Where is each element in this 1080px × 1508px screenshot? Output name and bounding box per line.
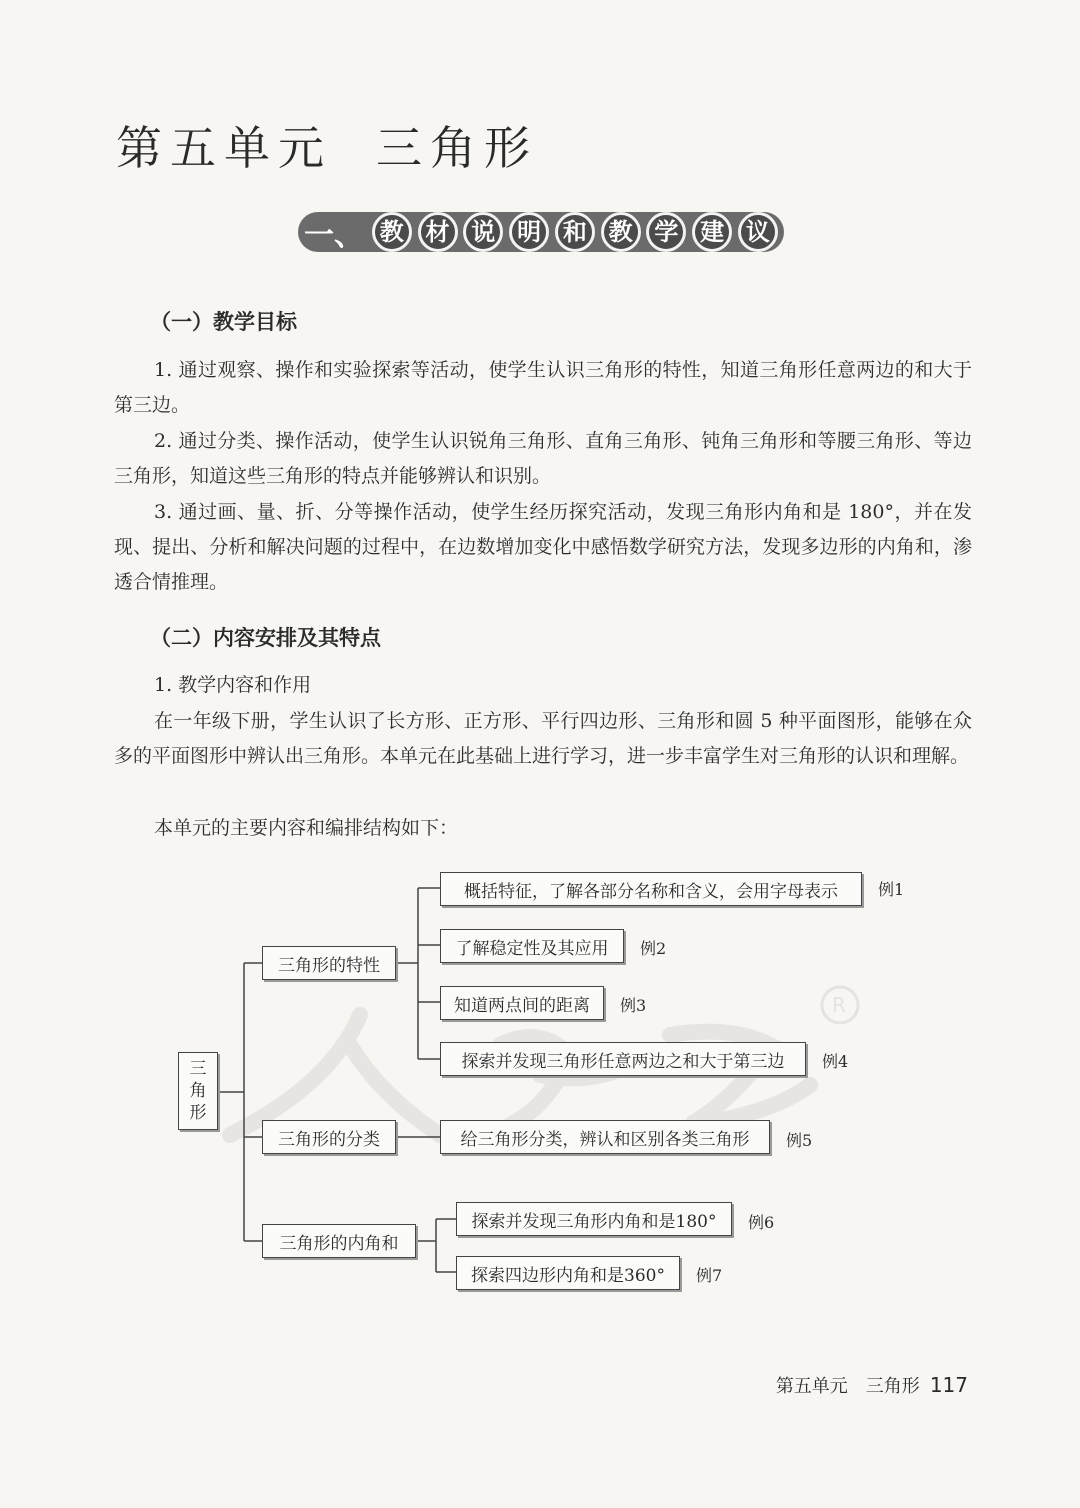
leaf-node: 探索并发现三角形内角和是180°	[456, 1202, 732, 1236]
diagram-root-node	[178, 1052, 218, 1130]
banner-char: 议	[738, 212, 778, 252]
content-paragraph-2: 本单元的主要内容和编排结构如下：	[154, 817, 459, 839]
example-label: 例2	[640, 939, 667, 958]
example-label: 例1	[878, 880, 905, 899]
unit-title-number: 第五单元	[116, 121, 332, 175]
leaf-node: 探索并发现三角形任意两边之和大于第三边	[440, 1042, 806, 1076]
banner-lead: 一、	[304, 218, 364, 253]
heading-content-arrangement: （二）内容安排及其特点	[150, 626, 381, 650]
root-char: 角	[189, 1081, 207, 1101]
banner-char: 学	[646, 212, 686, 252]
example-label: 例4	[822, 1052, 849, 1071]
banner-char: 明	[509, 212, 549, 252]
leaf-node: 了解稳定性及其应用	[440, 929, 624, 963]
svg-text:R: R	[832, 993, 846, 1017]
running-title: 第五单元 三角形	[775, 1376, 920, 1397]
heading-teaching-goals: （一）教学目标	[150, 310, 297, 334]
goal-paragraph-1: 1. 通过观察、操作和实验探索等活动，使学生认识三角形的特性，知道三角形任意两边的和大于第三边。	[114, 359, 972, 416]
example-label: 例6	[748, 1213, 775, 1232]
example-label: 例7	[696, 1266, 723, 1285]
leaf-node: 概括特征，了解各部分名称和含义，会用字母表示	[440, 872, 862, 906]
root-char: 形	[189, 1103, 207, 1123]
leaf-node: 给三角形分类，辨认和区别各类三角形	[440, 1120, 770, 1154]
content-paragraph-1: 在一年级下册，学生认识了长方形、正方形、平行四边形、三角形和圆 5 种平面图形，能够在众多的平面图形中辨认出三角形。本单元在此基础上进行学习，进一步丰富学生对三角形的认识和理解。	[114, 710, 972, 767]
example-label: 例3	[620, 996, 647, 1015]
banner-char: 材	[418, 212, 458, 252]
subheading-content-role: 1. 教学内容和作用	[154, 674, 312, 696]
unit-title-topic: 三角形	[376, 121, 538, 175]
branch-node-interior-angles: 三角形的内角和	[262, 1224, 416, 1258]
page-number: 117	[929, 1373, 968, 1397]
section-banner	[298, 206, 784, 258]
unit-title	[116, 112, 538, 178]
banner-char: 建	[692, 212, 732, 252]
banner-char: 和	[555, 212, 595, 252]
banner-char: 说	[463, 212, 503, 252]
banner-char: 教	[601, 212, 641, 252]
branch-node-properties: 三角形的特性	[262, 946, 396, 980]
branch-node-classification: 三角形的分类	[262, 1120, 396, 1154]
goal-paragraph-3: 3. 通过画、量、折、分等操作活动，使学生经历探究活动，发现三角形内角和是 180°，并在发现、提出、分析和解决问题的过程中，在边数增加变化中感悟数学研究方法，发现多边形的内角和，渗透合情推理。	[114, 501, 972, 593]
leaf-node: 知道两点间的距离	[440, 986, 604, 1020]
banner-char: 教	[372, 212, 412, 252]
root-char: 三	[189, 1059, 207, 1079]
page-footer	[776, 1372, 968, 1398]
example-label: 例5	[786, 1131, 813, 1150]
leaf-node: 探索四边形内角和是360°	[456, 1256, 680, 1290]
goal-paragraph-2: 2. 通过分类、操作活动，使学生认识锐角三角形、直角三角形、钝角三角形和等腰三角形、等边三角形，知道这些三角形的特点并能够辨认和识别。	[114, 430, 972, 487]
